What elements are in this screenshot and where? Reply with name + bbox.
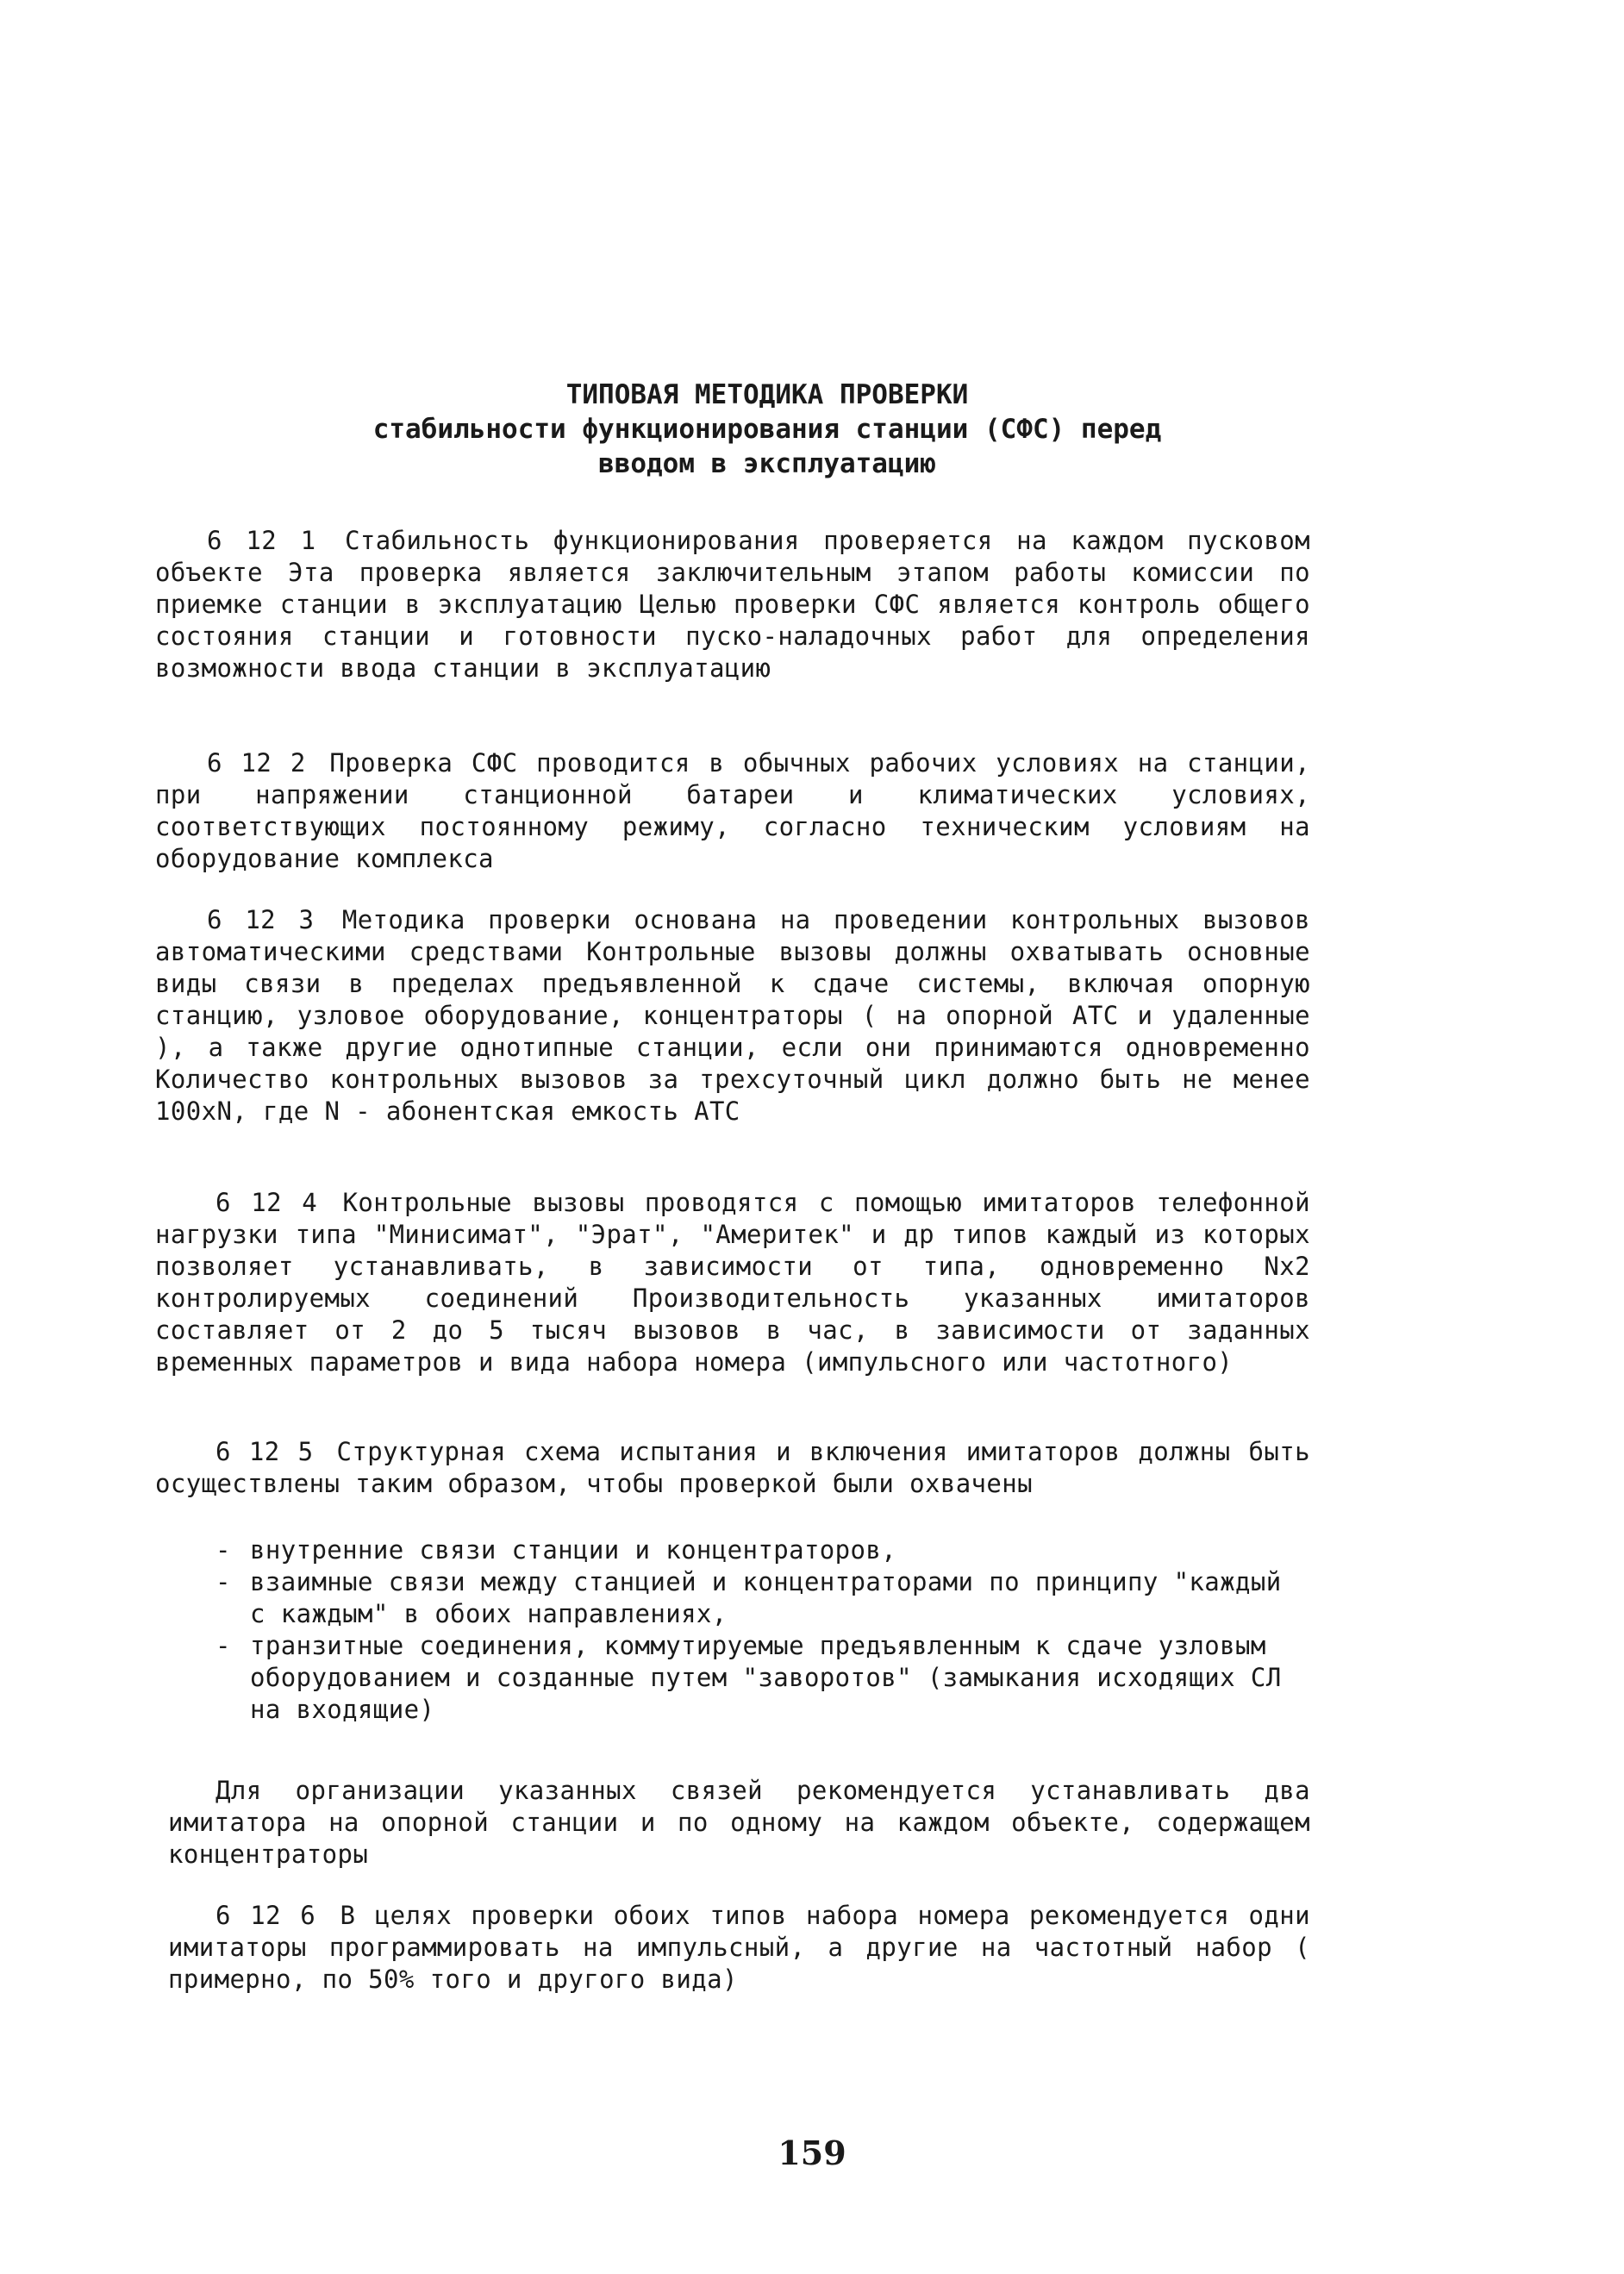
list-item bbox=[215, 1534, 1310, 1566]
title-line-1: ТИПОВАЯ МЕТОДИКА ПРОВЕРКИ bbox=[565, 379, 969, 410]
list-item-text: взаимные связи между станцией и концентраторами по принципу "каждый с каждым" в обоих направлениях, bbox=[250, 1567, 1282, 1628]
title-line-2: стабильности функционирования станции (СФС) перед bbox=[372, 414, 1162, 445]
page-number: 159 bbox=[778, 2133, 846, 2172]
title-line-3: вводом в эксплуатацию bbox=[598, 448, 936, 479]
section-number: 6 12 6 bbox=[215, 1901, 316, 1930]
list-dash: - bbox=[215, 1535, 231, 1565]
section-6-12-2 bbox=[155, 747, 1310, 875]
section-6-12-4 bbox=[155, 1187, 1310, 1378]
list-item-text: внутренние связи станции и концентраторов, bbox=[250, 1535, 897, 1565]
section-number: 6 12 1 bbox=[207, 526, 316, 555]
list-item bbox=[215, 1566, 1310, 1630]
section-number: 6 12 5 bbox=[215, 1437, 314, 1466]
section-text: Контрольные вызовы проводятся с помощью имитаторов телефонной нагрузки типа "Минисимат", "Эрат", "Америтек" и др типов каждый из которых позволяет устанавливать, в зависимости от типа, одновременно Nx2 контролируемых соединений Производительность указанных имитаторов составляет от 2 до 5 тысяч вызовов в час, в зависимости от заданных временных параметров и вида набора номера (импульсного или частотного) bbox=[155, 1188, 1310, 1377]
section-6-12-5 bbox=[155, 1436, 1310, 1500]
paragraph-text: Для организации указанных связей рекомендуется устанавливать два имитатора на опорной станции и по одному на каждом объекте, содержащем концентраторы bbox=[168, 1776, 1310, 1869]
section-text: Структурная схема испытания и включения имитаторов должны быть осуществлены таким образом, чтобы проверкой были охвачены bbox=[155, 1437, 1310, 1498]
section-6-12-1 bbox=[155, 525, 1310, 684]
section-text: В целях проверки обоих типов набора номера рекомендуется одни имитаторы программировать на импульсный, а другие на частотный набор ( примерно, по 50% того и другого вида) bbox=[168, 1901, 1310, 1994]
list-dash: - bbox=[215, 1631, 231, 1660]
section-text: Проверка СФС проводится в обычных рабочих условиях на станции, при напряжении станционной батареи и климатических условиях, соответствующих постоянному режиму, согласно техническим условиям на оборудование комплекса bbox=[155, 748, 1310, 873]
section-text: Методика проверки основана на проведении контрольных вызовов автоматическими средствами Контрольные вызовы должны охватывать основные виды связи в пределах предъявленной к сдаче системы, включая опорную станцию, узловое оборудование, концентраторы ( на опорной АТС и удаленные ), а также другие однотипные станции, если они принимаются одновременно Количество контрольных вызовов за трехсуточный цикл должно быть не менее 100xN, где N - абонентская емкость АТС bbox=[155, 905, 1310, 1126]
section-number: 6 12 3 bbox=[207, 905, 315, 934]
section-6-12-6 bbox=[168, 1900, 1310, 1996]
list-dash: - bbox=[215, 1567, 231, 1596]
connection-types-list bbox=[215, 1534, 1310, 1726]
page-title bbox=[259, 378, 1276, 481]
paragraph-simulator-setup bbox=[168, 1775, 1310, 1871]
list-item bbox=[215, 1630, 1310, 1726]
section-number: 6 12 2 bbox=[207, 748, 306, 778]
list-item-text: транзитные соединения, коммутируемые предъявленным к сдаче узловым оборудованием и созданные путем "заворотов" (замыкания исходящих СЛ на входящие) bbox=[250, 1631, 1282, 1724]
section-6-12-3 bbox=[155, 904, 1310, 1128]
section-number: 6 12 4 bbox=[215, 1188, 318, 1217]
section-text: Стабильность функционирования проверяется на каждом пусковом объекте Эта проверка является заключительным этапом работы комиссии по приемке станции в эксплуатацию Целью проверки СФС является контроль общего состояния станции и готовности пуско-наладочных работ для определения возможности ввода станции в эксплуатацию bbox=[155, 526, 1310, 683]
